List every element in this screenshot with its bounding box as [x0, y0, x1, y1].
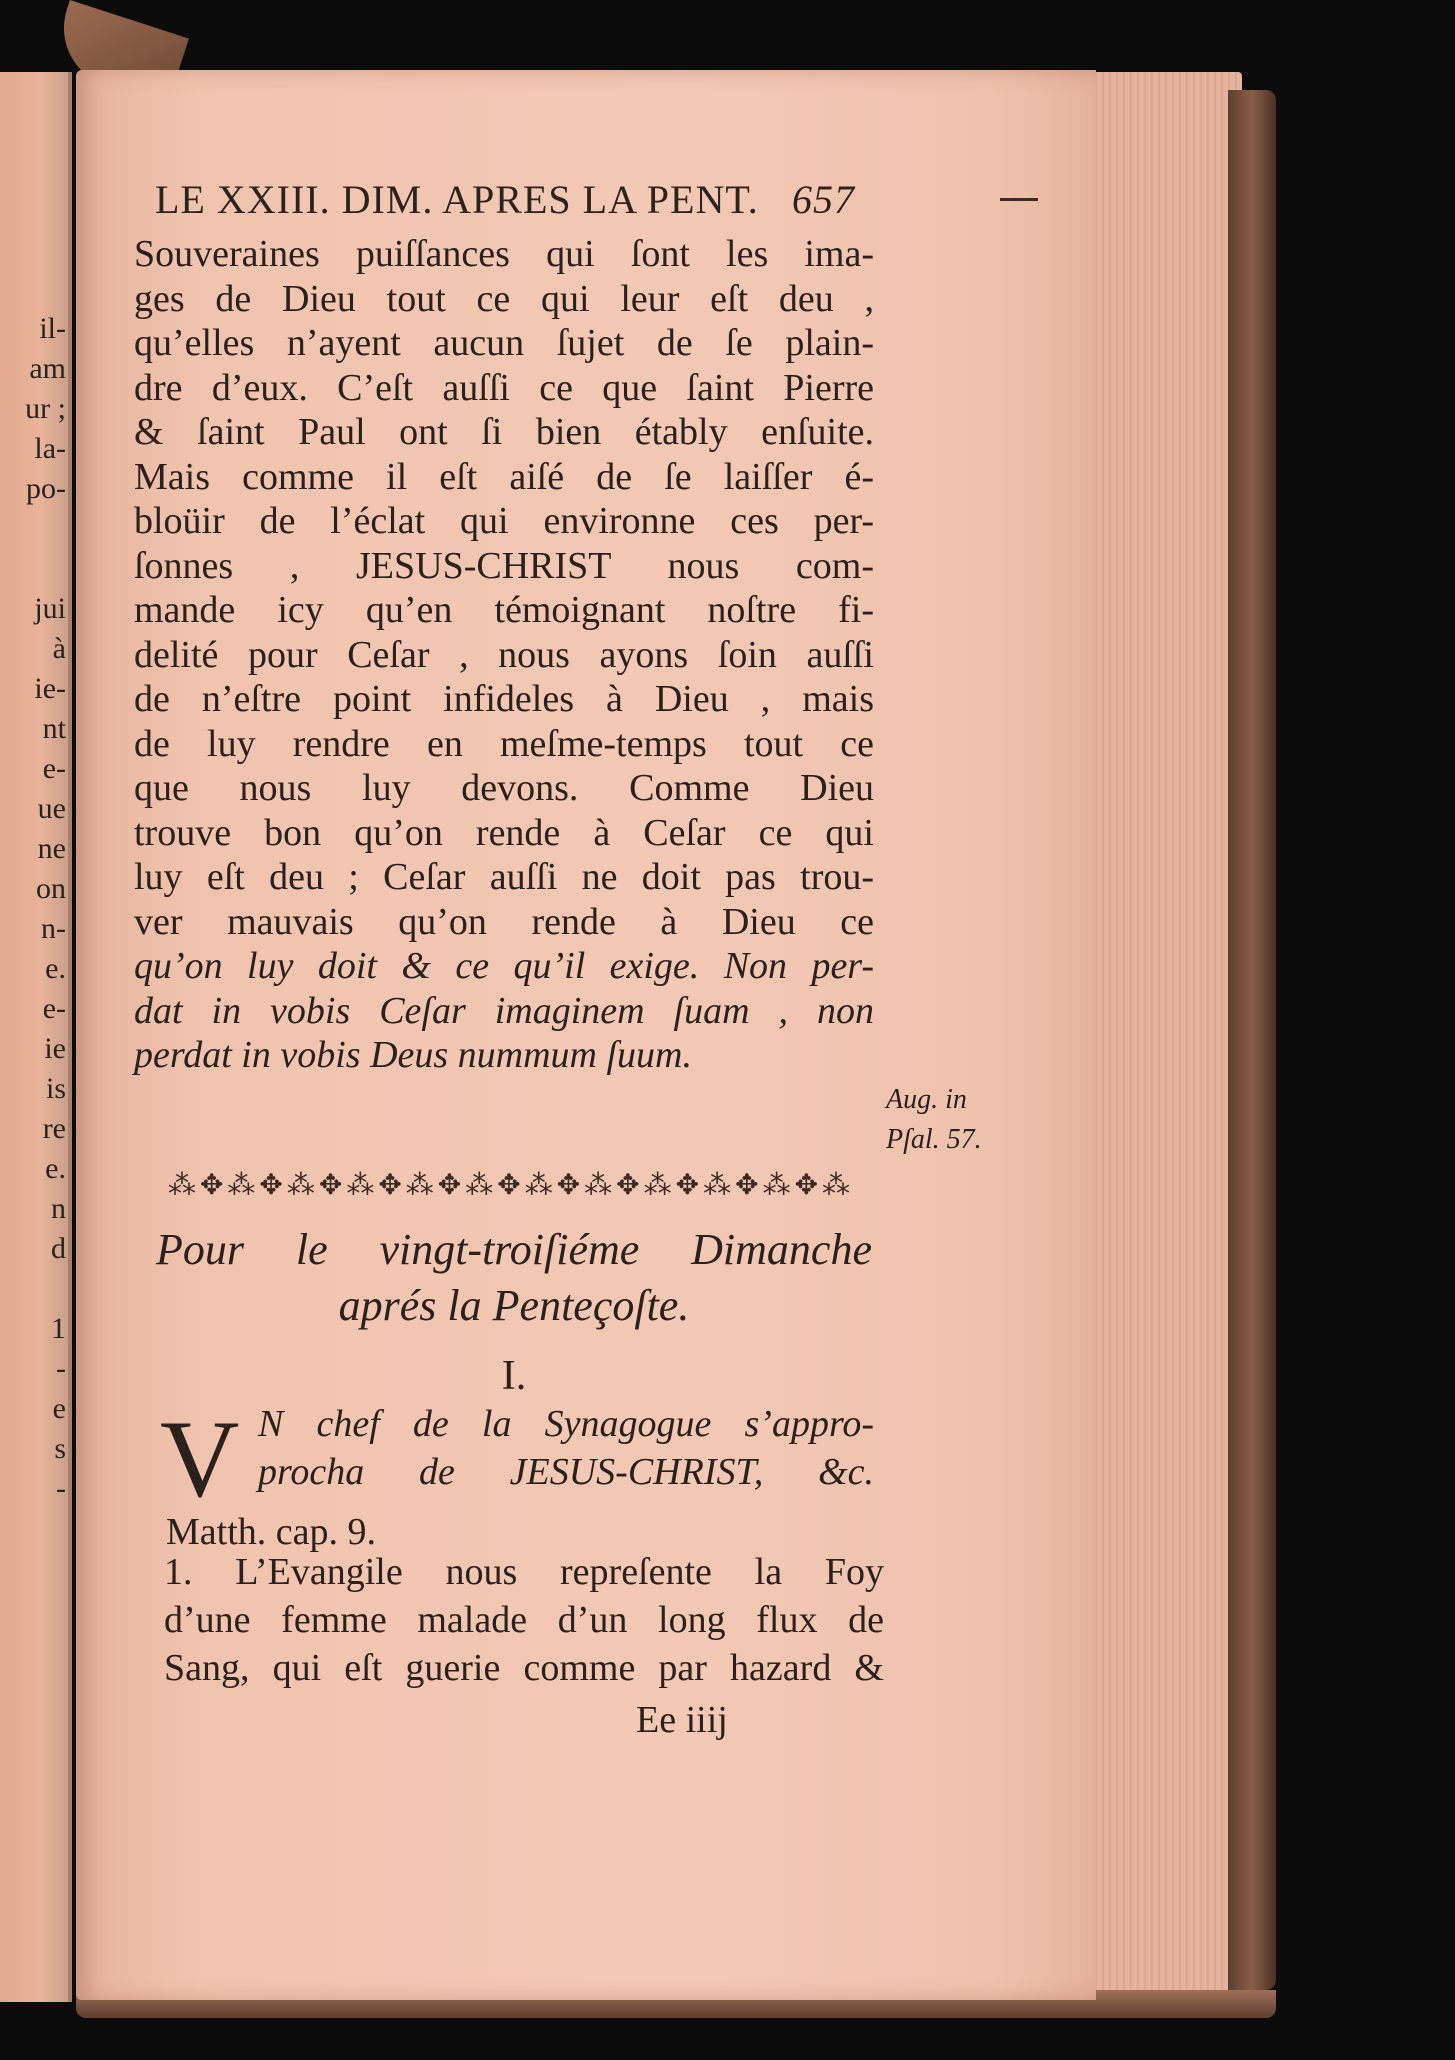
left-page-fragment	[0, 552, 66, 592]
body-line: delité pour Ceſar , nous ayons ſoin auſſi	[134, 633, 874, 676]
left-page-fragment: -	[56, 1352, 66, 1385]
paragraph-line: Sang, qui eſt guerie comme par hazard &	[164, 1647, 884, 1689]
left-page-fragment: e.	[45, 1152, 66, 1185]
margin-note-line: Pſal. 57.	[886, 1124, 982, 1155]
left-page-fragment	[0, 1272, 66, 1312]
margin-note-line: Aug. in	[886, 1084, 967, 1115]
running-title: LE XXIII. DIM. APRES LA PENT.	[155, 177, 759, 222]
left-page-fragment: n	[51, 1192, 66, 1225]
left-page-fragment: -	[56, 1472, 66, 1505]
body-line: bloüir de l’éclat qui environne ces per-	[134, 500, 874, 542]
ornamental-rule: ⁂✥⁂✥⁂✥⁂✥⁂✥⁂✥⁂✥⁂✥⁂✥⁂✥⁂✥⁂	[167, 1170, 855, 1200]
book-cover-edge	[1228, 90, 1276, 1990]
body-line: trouve bon qu’on rende à Ceſar ce qui	[134, 811, 874, 854]
left-page-fragment: is	[45, 1072, 66, 1105]
body-line: & ſaint Paul ont ſi bien étably enſuite.	[134, 411, 874, 453]
paragraph	[164, 1548, 884, 1692]
body-line: qu’elles n’ayent aucun ſujet de ſe plain-	[134, 322, 874, 364]
body-line: de n’eſtre point infideles à Dieu , mais	[134, 678, 874, 720]
body-line: perdat in vobis Deus nummum ſuum.	[134, 1034, 692, 1076]
gospel-line: N chef de la Synagogue s’appro-	[258, 1403, 874, 1445]
body-line: mande icy qu’en témoignant noſtre fi-	[134, 589, 874, 631]
heading-line: Pour le vingt-troiſiéme Dimanche	[156, 1225, 872, 1274]
header-dash	[1000, 198, 1038, 201]
paragraph-line: d’une femme malade d’un long flux de	[164, 1599, 884, 1641]
body-line: ſonnes , JESUS-CHRIST nous com-	[134, 544, 874, 587]
left-page-fragment: ie-	[34, 672, 66, 705]
left-page-fragments	[0, 312, 66, 1512]
paragraph-line: 1. L’Evangile nous repreſente la Foy	[164, 1551, 884, 1593]
section-heading	[156, 1222, 872, 1334]
left-page-fragment: ue	[37, 792, 66, 825]
running-header	[155, 176, 855, 226]
left-page-fragment	[0, 512, 66, 552]
body-line: de luy rendre en meſme-temps tout ce	[134, 722, 874, 765]
body-line: luy eſt deu ; Ceſar auſſi ne doit pas trou-	[134, 856, 874, 898]
left-page-fragment: re	[42, 1112, 66, 1145]
body-text	[134, 232, 874, 1078]
left-page-fragment: am	[29, 352, 66, 385]
left-page-fragment: il-	[39, 312, 66, 345]
page-number: 657	[792, 177, 855, 222]
left-page-fragment: ie	[44, 1032, 66, 1065]
body-line: ges de Dieu tout ce qui leur eſt deu ,	[134, 277, 874, 320]
left-page-fragment: po-	[26, 472, 66, 505]
left-page-fragment: la-	[34, 432, 66, 465]
left-page-fragment: 1	[51, 1312, 66, 1345]
body-line: dat in vobis Ceſar imaginem ſuam , non	[134, 989, 874, 1032]
left-page-fragment: ur ;	[25, 392, 66, 425]
heading-line: aprés la Penteçoſte.	[338, 1281, 690, 1330]
left-page-fragment: s	[54, 1432, 66, 1465]
left-page-fragment: n-	[41, 912, 66, 945]
drop-cap: V	[160, 1398, 240, 1520]
body-line: que nous luy devons. Comme Dieu	[134, 767, 874, 809]
left-page-fragment: e-	[42, 992, 66, 1025]
body-line: qu’on luy doit & ce qu’il exige. Non per-	[134, 945, 874, 987]
signature-mark: Ee iiij	[636, 1699, 728, 1741]
margin-note	[886, 1080, 982, 1160]
left-page-fragment: on	[36, 872, 66, 905]
left-page-fragment: jui	[34, 592, 66, 625]
body-line: dre d’eux. C’eſt auſſi ce que ſaint Pierre	[134, 366, 874, 409]
left-page-edge	[0, 72, 72, 2002]
left-page-fragment: à	[52, 632, 66, 665]
body-line: ver mauvais qu’on rende à Dieu ce	[134, 900, 874, 943]
left-page-fragment: e.	[45, 952, 66, 985]
left-page-fragment: nt	[42, 712, 66, 745]
body-line: Souveraines puiſſances qui ſont les ima-	[134, 233, 874, 275]
gospel-quote	[258, 1400, 874, 1496]
left-page-fragment: ne	[37, 832, 66, 865]
gospel-reference: Matth. cap. 9.	[166, 1511, 377, 1553]
left-page-fragment: d	[51, 1232, 66, 1265]
left-page-fragment: e-	[42, 752, 66, 785]
gospel-line: procha de JESUS-CHRIST, &c.	[258, 1451, 874, 1493]
left-page-fragment: e	[52, 1392, 66, 1425]
section-number: I.	[501, 1353, 527, 1399]
body-line: Mais comme il eſt aiſé de ſe laiſſer é-	[134, 455, 874, 498]
